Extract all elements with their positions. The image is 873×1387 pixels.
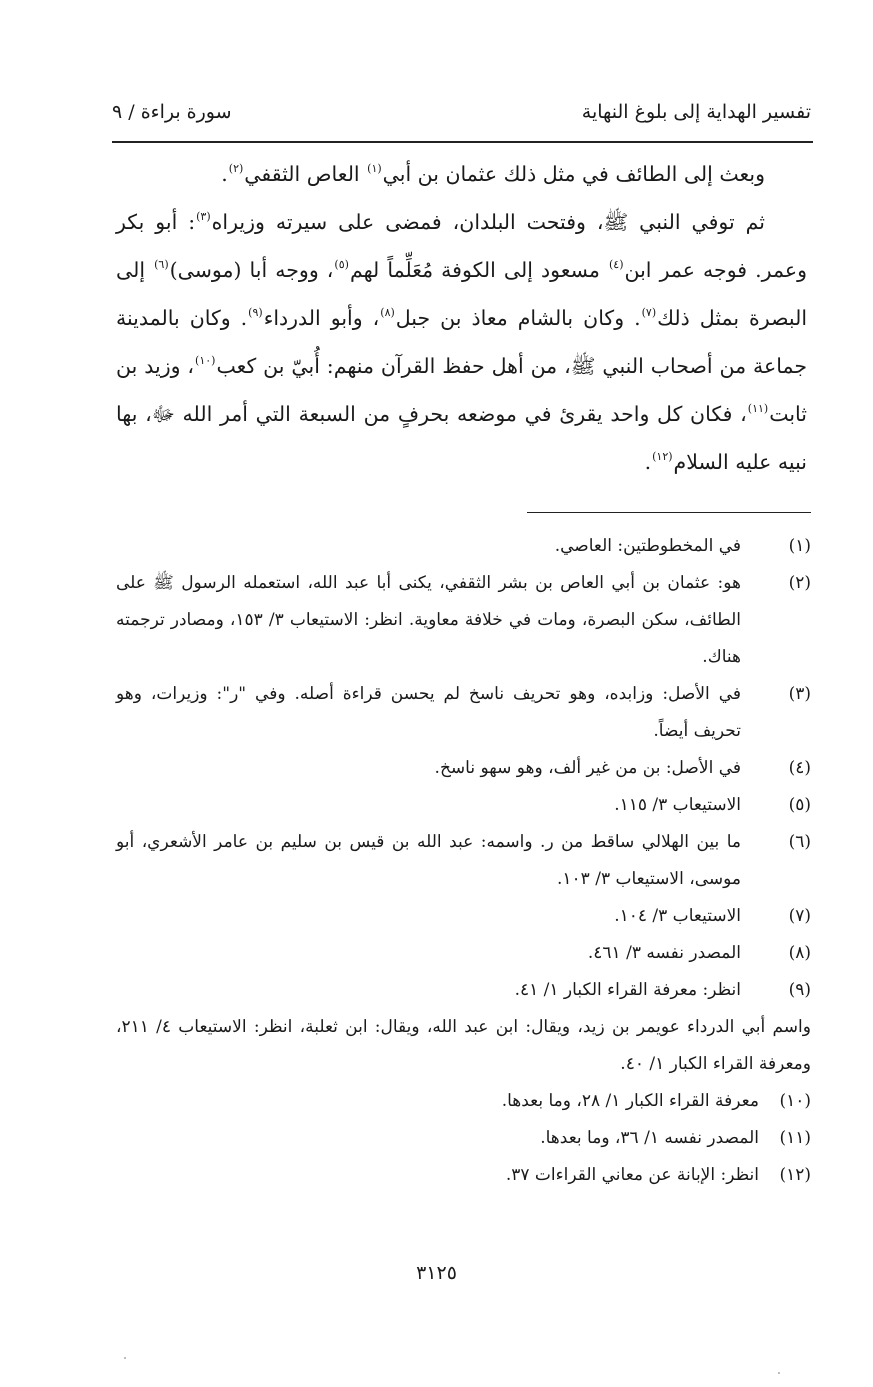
- footnote-number: (٦): [788, 832, 811, 852]
- surah-label: سورة براءة / ٩: [112, 101, 232, 123]
- footnote: [116, 935, 811, 972]
- footnote-ref[interactable]: (١١): [747, 402, 769, 415]
- main-text: [116, 150, 807, 486]
- scan-speck: [778, 1372, 780, 1374]
- text-run: ، وأبو الدرداء: [263, 306, 380, 330]
- footnote-ref[interactable]: (١): [367, 162, 382, 175]
- running-header: [112, 92, 811, 132]
- footnote-text: في الأصل: وزابده، وهو تحريف ناسخ لم يحسن قراءة أصله. وفي "ر": وزيرات، وهو تحريف أيضاً.: [116, 684, 741, 741]
- footnote-ref[interactable]: (٧): [641, 306, 657, 319]
- footnote-text: ما بين الهلالي ساقط من ر. واسمه: عبد الله بن قيس بن سليم بن عامر الأشعري، أبو موسى، الاستيعاب ٣/ ١٠٣.: [116, 832, 741, 889]
- text-run: العاص الثقفي: [244, 162, 367, 186]
- footnote: [116, 787, 811, 824]
- paragraph-2: [116, 198, 807, 486]
- book-title: تفسير الهداية إلى بلوغ النهاية: [581, 101, 811, 123]
- text-run: ، وزيد بن ثابت: [116, 354, 807, 426]
- footnote-number: (١): [788, 536, 811, 556]
- footnote-text: انظر: الإبانة عن معاني القراءات ٣٧.: [505, 1165, 759, 1185]
- footnote-ref[interactable]: (٨): [380, 306, 395, 319]
- footnote-number: (٨): [788, 943, 811, 963]
- scan-speck: [124, 1357, 126, 1359]
- text-run: ، فكان كل واحد يقرئ في موضعه بحرفٍ من السبعة التي أمر الله ﷻ، بها نبيه عليه السلام: [116, 402, 807, 474]
- footnote: [116, 750, 811, 787]
- footnote-text: المصدر نفسه ١/ ٣٦، وما بعدها.: [540, 1128, 759, 1148]
- text-run: : أبو بكر وعمر. فوجه عمر ابن: [116, 210, 807, 282]
- footnote: [116, 824, 811, 898]
- footnote-ref[interactable]: (٤): [608, 258, 624, 271]
- footnote: [116, 972, 811, 1009]
- footnote-ref[interactable]: (٦): [154, 258, 169, 271]
- footnote-text: انظر: معرفة القراء الكبار ١/ ٤١.: [514, 980, 741, 1000]
- footnote-number: (١٢): [779, 1165, 811, 1185]
- footnote-text: المصدر نفسه ٣/ ٤٦١.: [587, 943, 741, 963]
- footnote-ref[interactable]: (٣): [196, 210, 211, 223]
- page-number: ٣١٢٥: [416, 1262, 457, 1284]
- text-run: مسعود إلى الكوفة مُعَلِّماً لهم: [349, 258, 608, 282]
- footnote-text: معرفة القراء الكبار ١/ ٢٨، وما بعدها.: [501, 1091, 759, 1111]
- footnote-number: (٩): [788, 980, 811, 1000]
- text-run: . وكان بالمدينة جماعة من أصحاب النبي ﷺ، من أهل حفظ القرآن منهم: أُبيّ بن كعب: [116, 306, 808, 378]
- footnote-ref[interactable]: (٥): [334, 258, 349, 271]
- paragraph-1: [116, 150, 807, 198]
- footnote-number: (١٠): [779, 1091, 811, 1111]
- footnote-number: (٤): [788, 758, 811, 778]
- footnote-text: هو: عثمان بن أبي العاص بن بشر الثقفي، يكنى أبا عبد الله، استعمله الرسول ﷺ على الطائف، سكن البصرة، ومات في خلافة معاوية. انظر: الاستيعاب ٣/ ١٥٣، ومصادر ترجمته هناك.: [116, 573, 741, 667]
- footnote-number: (٧): [788, 906, 811, 926]
- footnote-text: الاستيعاب ٣/ ١٠٤.: [614, 906, 741, 926]
- text-run: . وكان بالشام معاذ بن جبل: [395, 306, 641, 330]
- footnote: [116, 898, 811, 935]
- text-run: .: [644, 450, 652, 474]
- footnote-ref[interactable]: (٩): [248, 306, 263, 319]
- footnote-number: (٥): [788, 795, 811, 815]
- footnote: [116, 676, 811, 750]
- footnote-divider: [527, 512, 811, 513]
- footnote-ref[interactable]: (٢): [228, 162, 244, 175]
- footnote: [116, 1157, 811, 1194]
- footnote: [116, 1083, 811, 1120]
- footnote: [116, 1120, 811, 1157]
- footnote-text: الاستيعاب ٣/ ١١٥.: [614, 795, 741, 815]
- footnote-number: (١١): [779, 1128, 811, 1148]
- text-run: وبعث إلى الطائف في مثل ذلك عثمان بن أبي: [382, 162, 765, 186]
- footnote-number: (٢): [788, 573, 811, 593]
- footnote-text: في الأصل: بن من غير ألف، وهو سهو ناسخ.: [434, 758, 741, 778]
- text-run: ، ووجه أبا (موسى): [169, 258, 334, 282]
- footnote-text: في المخطوطتين: العاصي.: [554, 536, 741, 556]
- footnote-ref[interactable]: (١٢): [652, 450, 673, 463]
- footnote-continuation: واسم أبي الدرداء عويمر بن زيد، ويقال: ابن عبد الله، ويقال: ابن ثعلبة، انظر: الاستيعاب ٤/ ٢١١، ومعرفة القراء الكبار ١/ ٤٠.: [116, 1017, 811, 1074]
- footnote: [116, 528, 811, 565]
- text-run: .: [221, 162, 228, 186]
- header-divider: [112, 141, 813, 143]
- text-run: ثم توفي النبي ﷺ، وفتحت البلدان، فمضى على سيرته وزيراه: [211, 210, 765, 234]
- footnotes: [116, 528, 811, 1194]
- footnote-ref[interactable]: (١٠): [195, 354, 216, 367]
- text-run: إلى البصرة بمثل ذلك: [116, 258, 808, 330]
- footnote-number: (٣): [788, 684, 811, 704]
- footnote: [116, 565, 811, 676]
